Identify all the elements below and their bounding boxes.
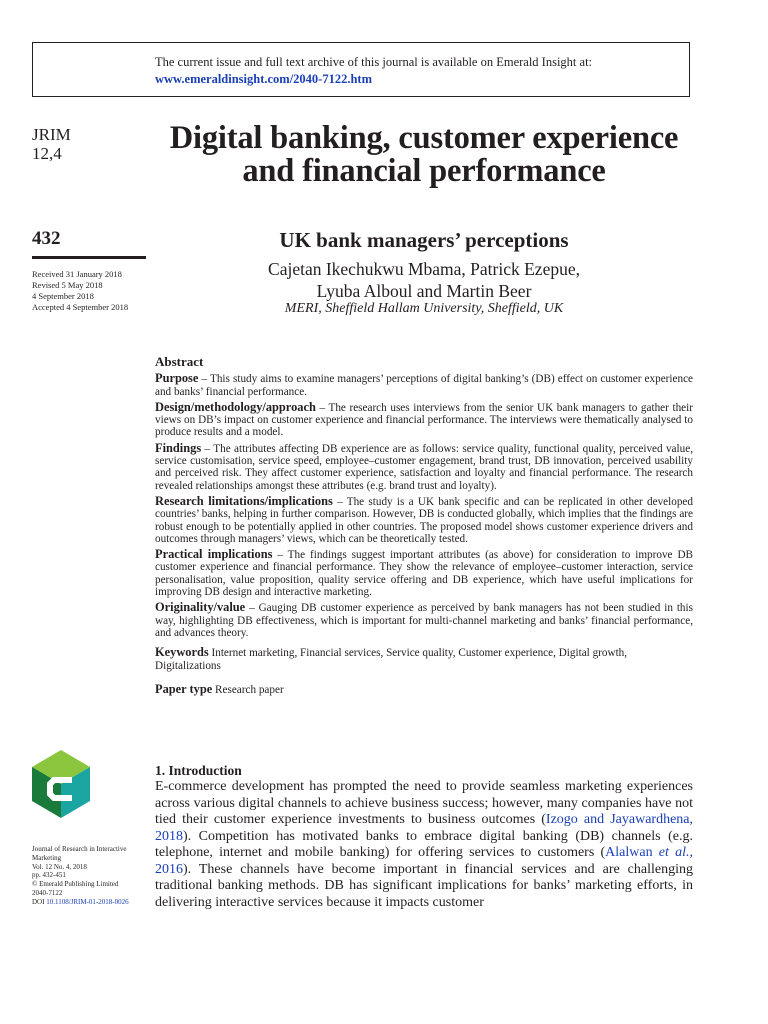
abstract-design: [155, 401, 693, 439]
abstract-purpose: [155, 372, 693, 398]
introduction-heading: 1. Introduction: [155, 763, 242, 778]
abstract-text: – Gauging DB customer experience as perceived by bank managers has not been studied in this way, highlighting DB effectiveness, which is important for multi-channel marketing and banks’ financial performance, and advances theory.: [155, 602, 693, 639]
abstract-text: – The attributes affecting DB experience are as follows: service quality, functional quality, perceived value, service customisation, service speed, employee–customer engagement, brand trust, DB innovation, perceived usability and perceived risk. They affect customer experience, satisfaction and loyalty and financial performance. The research revealed relationships amongst these attributes (e.g. brand trust and loyalty).: [155, 442, 693, 492]
keywords: [155, 646, 693, 672]
journal-notice-box: [32, 42, 690, 97]
abstract-text: – The study is a UK bank specific and can be replicated in other developed countries’ banks, helping in further comparison. However, DB is conducted globally, which implies that the findings are robust enough to be potentially applied in other countries. The proposed model shows customer experience drivers and outcomes through managers’ views, which can be theoretically tested.: [155, 495, 693, 545]
introduction-body: [155, 779, 693, 911]
doi-line: [32, 898, 129, 907]
authors-line-2: Lyuba Alboul and Martin Beer: [316, 281, 532, 301]
paper-type: [155, 683, 693, 696]
revised-date: Revised 5 May 2018: [32, 280, 103, 290]
abstract-text: – This study aims to examine managers’ perceptions of digital banking’s (DB) effect on customer experience and banks’ financial performance.: [155, 373, 693, 398]
abstract-text: – The findings suggest important attributes (as above) for consideration to improve DB customer experience and financial performance. They show the relevance of employee–customer interaction, service personalisation, value proposition, quality service offering and DB experience, which have useful implications for improving DB design and interactive marketing.: [155, 549, 693, 599]
received-date: Received 31 January 2018: [32, 269, 122, 279]
citation-year: , 2016: [155, 845, 693, 877]
paper-type-label: Paper type: [155, 681, 213, 696]
abstract-label: Purpose: [155, 371, 199, 386]
abstract-label: Practical implications: [155, 547, 273, 562]
authors-line-1: Cajetan Ikechukwu Mbama, Patrick Ezepue,: [268, 259, 580, 279]
footer-line: © Emerald Publishing Limited: [32, 880, 119, 889]
abstract-originality: [155, 601, 693, 639]
citation-link[interactable]: Izogo and Jayawardhena, 2018: [155, 812, 693, 844]
journal-url-link[interactable]: www.emeraldinsight.com/2040-7122.htm: [155, 72, 372, 86]
journal-volume: 12,4: [32, 144, 62, 163]
emerald-logo-icon: [32, 750, 90, 818]
abstract: [155, 356, 693, 696]
page-number-rule: [32, 256, 146, 259]
abstract-label: Research limitations/implications: [155, 493, 333, 508]
doi-label: DOI: [32, 897, 47, 906]
abstract-label: Findings: [155, 440, 202, 455]
footer-line: Marketing: [32, 853, 62, 862]
abstract-findings: [155, 442, 693, 492]
author-list: [150, 258, 698, 302]
journal-abbreviation: JRIM: [32, 125, 71, 144]
intro-text: ). These channels have become important in financial services and are challenging traditional banking methods. DB has significant implications for banks’ marketing efforts, in delivering interactive services because it impacts customer: [155, 861, 693, 910]
intro-text: E-commerce development has prompted the need to provide seamless marketing experiences across various digital channels to achieve business success; however, many companies have not tied their customer experience investments to business outcomes (: [155, 779, 693, 827]
revised-date-2: 4 September 2018: [32, 291, 94, 301]
keywords-text: Internet marketing, Financial services, Service quality, Customer experience, Digital growth, Digitalizations: [155, 647, 628, 672]
citation-etal: et al.: [658, 845, 690, 860]
abstract-practical: [155, 548, 693, 598]
footer-line: 2040-7122: [32, 888, 63, 897]
keywords-label: Keywords: [155, 645, 209, 660]
abstract-label: Originality/value: [155, 600, 246, 615]
paper-type-text: Research paper: [212, 683, 284, 696]
notice-text: The current issue and full text archive of this journal is available on Emerald Insight at:: [155, 55, 593, 69]
article-title: Digital banking, customer experience and financial performance: [169, 120, 679, 189]
author-affiliation: MERI, Sheffield Hallam University, Sheffield, UK: [284, 301, 564, 316]
footer-line: Journal of Research in Interactive: [32, 845, 127, 853]
doi-link[interactable]: 10.1108/JRIM-01-2018-0026: [46, 897, 129, 906]
footer-line: Vol. 12 No. 4, 2018: [32, 862, 87, 871]
abstract-limitations: [155, 495, 693, 545]
article-subtitle: UK bank managers’ perceptions: [279, 228, 569, 252]
abstract-label: Design/methodology/approach: [155, 399, 316, 414]
journal-publication-info: [32, 845, 129, 907]
citation-author: Alalwan: [605, 845, 659, 860]
accepted-date: Accepted 4 September 2018: [32, 302, 129, 312]
page-number: 432: [32, 228, 61, 249]
abstract-heading: Abstract: [155, 354, 204, 369]
abstract-text: – The research uses interviews from the senior UK bank managers to gather their views on DB’s impact on customer experience and financial performance. The interviews were thematically analysed to produce results and a model.: [155, 401, 693, 439]
footer-line: pp. 432-451: [32, 871, 66, 880]
intro-text: ). Competition has motivated banks to embrace digital banking (DB) channels (e.g. telephone, internet and mobile banking) for offering services to customers (: [155, 828, 693, 860]
article-dates: [32, 269, 128, 313]
